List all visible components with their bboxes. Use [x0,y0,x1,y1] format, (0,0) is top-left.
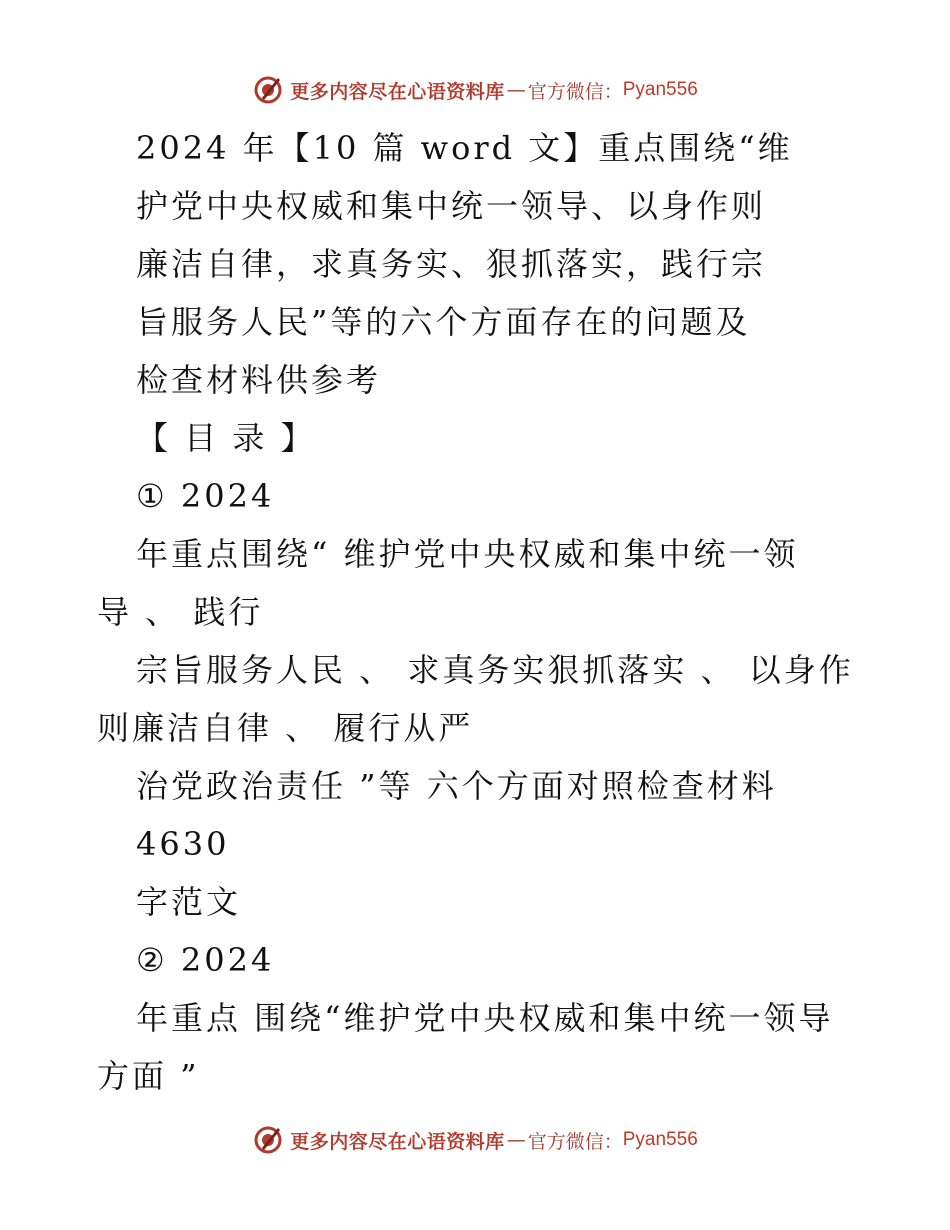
toc-item-1-line-3: 宗旨服务人民 、 求真务实狠抓落实 、 以身作 [136,651,854,689]
title-line-4: 旨服务人民”等的六个方面存在的问题及 [136,303,751,341]
quill-logo-icon [252,1124,284,1156]
banner-text: 更多内容尽在心语资料库 [290,1130,505,1153]
toc-item-2-line-2: 方面 ” [97,1057,200,1095]
header-banner [0,70,950,110]
toc-item-1-line-2: 导 、 践行 [97,593,264,631]
banner-wechat-label: 官方微信： [527,1130,623,1153]
banner-separator: — [506,1129,526,1151]
toc-item-1-line-5: 治党政治责任 ”等 六个方面对照检查材料 [136,767,777,805]
banner-separator: — [506,79,526,101]
banner-wechat-id: Pyan556 [622,1129,698,1150]
banner-wechat-id: Pyan556 [622,79,698,100]
quill-logo-icon [252,74,284,106]
title-line-2: 护党中央权威和集中统一领导、以身作则 [136,187,767,225]
toc-item-1-line-1: 年重点围绕“ 维护党中央权威和集中统一领 [136,535,799,573]
banner-text: 更多内容尽在心语资料库 [290,80,505,103]
footer-banner [0,1120,950,1160]
banner-wechat-label: 官方微信： [527,80,623,103]
title-line-5: 检查材料供参考 [136,361,382,399]
title-line-3: 廉洁自律，求真务实、狠抓落实，践行宗 [136,245,767,283]
title-line-1: 2024 年【10 篇 word 文】重点围绕“维 [136,129,793,167]
toc-item-1-line-4: 则廉洁自律 、 履行从严 [97,709,474,747]
toc-item-1-wordcount: 4630 [136,825,230,863]
toc-heading: 【 目 录 】 [136,419,316,457]
toc-item-2-line-1: 年重点 围绕“维护党中央权威和集中统一领导 [136,999,834,1037]
toc-item-1-suffix: 字范文 [136,883,242,921]
toc-item-1-number: ① 2024 [136,477,275,515]
toc-item-2-number: ② 2024 [136,941,275,979]
